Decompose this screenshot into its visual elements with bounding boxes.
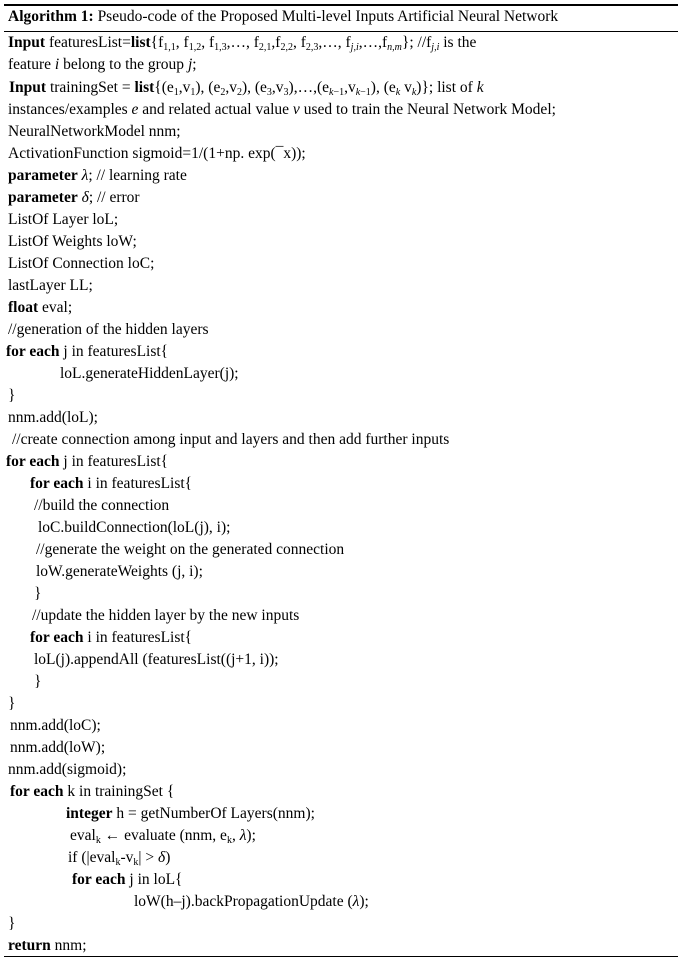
code-line: for each i in featuresList{ [30, 629, 193, 646]
code-line: lastLayer LL; [8, 277, 93, 294]
code-line: integer h = getNumberOf Layers(nnm); [66, 805, 315, 822]
code-line: ListOf Layer loL; [8, 211, 119, 228]
code-line: eval$_k$ ← evaluate (nnm, $e_k$, λ); [70, 827, 256, 846]
code-line: loL(j).appendAll (featuresList((j+1, i)); [34, 651, 279, 668]
top-rule [4, 4, 678, 6]
code-line: nnm.add(loW); [10, 739, 106, 756]
code-line: loW.generateWeights (j, i); [36, 563, 203, 580]
code-line: nnm.add(sigmoid); [8, 761, 127, 778]
algorithm-header [8, 8, 558, 26]
code-line: float eval; [8, 299, 73, 316]
code-line: loC.buildConnection(loL(j), i); [38, 519, 231, 536]
code-line: //create connection among input and layers and then add further inputs [12, 431, 450, 448]
code-line: } [8, 387, 16, 404]
code-line: if $(|eval_k-v_k| > \delta)$ [68, 849, 171, 868]
header-rule [4, 31, 678, 32]
code-line: ListOf Weights loW; [8, 233, 137, 250]
algorithm-caption: Pseudo-code of the Proposed Multi-level Inputs Artificial Neural Network [97, 8, 559, 25]
code-line: } [8, 915, 16, 932]
code-line: return nnm; [8, 937, 87, 954]
code-line: nnm.add(loL); [8, 409, 98, 426]
code-line: parameter λ; // learning rate [8, 167, 187, 184]
code-line: for each k in trainingSet { [10, 783, 175, 800]
code-line: for each j in featuresList{ [6, 343, 169, 360]
code-line: Input $featuresList=list\{f_{1,1}$, $f_{1,2}$, $f_{1,3},\dots$, $f_{2,1},f_{2,2}$, $f_{2,3},\dots$, $f_{j,i},\dots,f_{n,m}$}; $//f_{j,i}$ is the [8, 34, 477, 53]
code-line: } [8, 695, 16, 712]
code-line: //generation of the hidden layers [8, 321, 209, 338]
code-line: ListOf Connection loC; [8, 255, 155, 272]
code-line: for each j in featuresList{ [6, 453, 169, 470]
code-line: loL.generateHiddenLayer(j); [60, 365, 239, 382]
code-line: } [34, 673, 42, 690]
code-line: for each i in featuresList{ [30, 475, 193, 492]
code-line: //update the hidden layer by the new inputs [32, 607, 300, 624]
algorithm-number: 1: [80, 8, 94, 25]
code-line: //generate the weight on the generated connection [36, 541, 345, 558]
code-line: } [34, 585, 42, 602]
code-line: loW(h–j).backPropagationUpdate (λ); [134, 893, 369, 910]
algorithm-label: Algorithm [8, 8, 77, 25]
code-line: NeuralNetworkModel nnm; [8, 123, 181, 140]
bottom-rule [4, 956, 678, 957]
code-line: ActivationFunction sigmoid=1/(1+np. exp(¯x)); [8, 145, 306, 162]
code-line: parameter δ; // error [8, 189, 140, 206]
code-line: nnm.add(loC); [10, 717, 101, 734]
code-line: //build the connection [34, 497, 170, 514]
code-line: for each j in loL{ [72, 871, 183, 888]
code-line: Input trainingSet = $list\{(e_1,v_1)$, $(e_2,v_2)$, $(e_3,v_3),\dots,(e_{k-1},v_{k-1})$, ($e_k$ $v_k$)}; list of k [9, 79, 484, 98]
code-line: feature i belong to the group j; [8, 56, 197, 73]
code-line: instances/examples e and related actual value v used to train the Neural Network Model; [8, 101, 556, 118]
